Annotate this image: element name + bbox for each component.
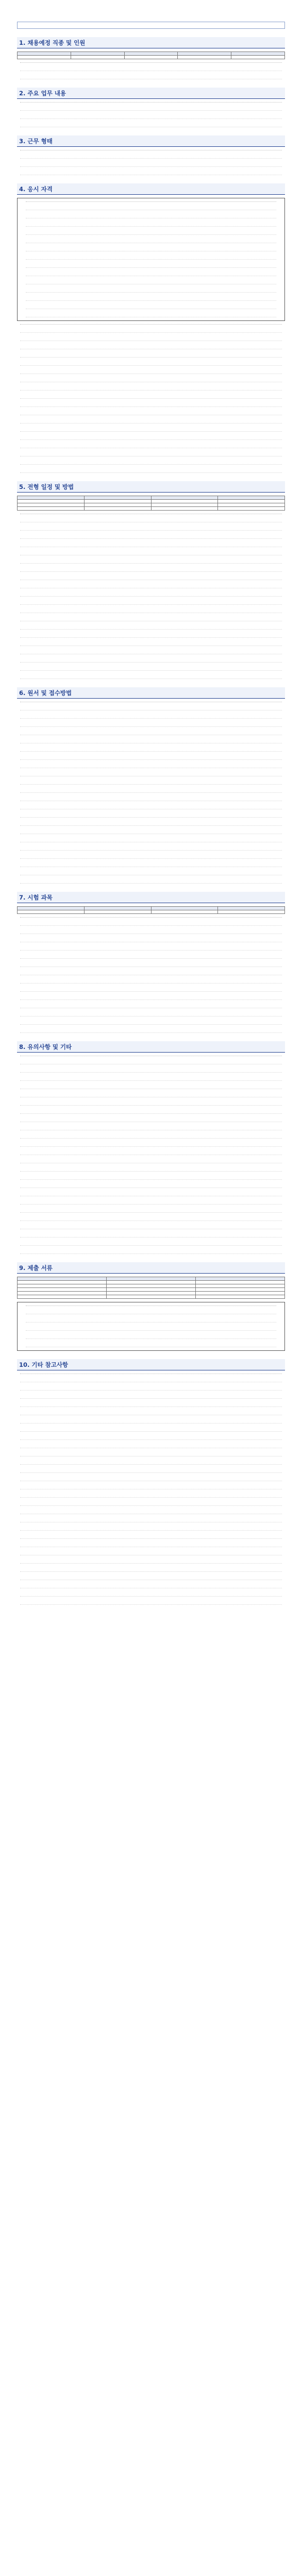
table-cell	[196, 1284, 285, 1288]
document	[17, 15, 285, 1605]
table-header	[71, 52, 124, 56]
table-cell	[151, 500, 218, 503]
section-heading: 2. 주요 업무 내용	[17, 88, 285, 99]
table-cell	[178, 56, 231, 59]
table-cell	[18, 507, 85, 511]
table-cell	[107, 1284, 196, 1288]
table-cell	[18, 1295, 107, 1299]
text-lines	[20, 1374, 282, 1605]
section-heading: 4. 응시 자격	[17, 183, 285, 195]
table-cell	[18, 1284, 107, 1288]
text-lines	[20, 702, 282, 884]
table-header	[218, 907, 285, 910]
table-header	[218, 496, 285, 500]
table-cell	[151, 910, 218, 914]
table-header	[151, 907, 218, 910]
subjects-table	[17, 906, 285, 914]
section-heading: 9. 제출 서류	[17, 1262, 285, 1274]
table-cell	[218, 910, 285, 914]
table-cell	[151, 507, 218, 511]
table-cell	[196, 1292, 285, 1295]
table-cell	[107, 1281, 196, 1284]
text-lines	[20, 102, 282, 127]
section-heading: 1. 채용예정 직종 및 인원	[17, 37, 285, 48]
table-cell	[151, 503, 218, 507]
table-header	[196, 1277, 285, 1281]
table-cell	[18, 1288, 107, 1292]
text-lines	[20, 1056, 282, 1254]
table-cell	[218, 500, 285, 503]
table-cell	[84, 507, 151, 511]
table-header	[151, 496, 218, 500]
table-header	[178, 52, 231, 56]
text-lines	[20, 324, 282, 473]
text-lines	[20, 514, 282, 679]
table-cell	[196, 1281, 285, 1284]
table-header	[18, 1277, 107, 1281]
table-cell	[18, 503, 85, 507]
documents-table	[17, 1277, 285, 1299]
qualification-box	[17, 198, 285, 321]
table-header	[107, 1277, 196, 1281]
text-lines	[20, 917, 282, 1033]
table-header	[18, 496, 85, 500]
text-lines	[20, 62, 282, 79]
lead-paragraph	[17, 22, 285, 29]
section-heading: 5. 전형 일정 및 방법	[17, 481, 285, 493]
table-cell	[107, 1288, 196, 1292]
positions-table	[17, 52, 285, 59]
text-lines	[20, 150, 282, 175]
table-cell	[18, 910, 85, 914]
table-cell	[218, 503, 285, 507]
table-cell	[18, 500, 85, 503]
table-cell	[18, 1281, 107, 1284]
table-cell	[84, 910, 151, 914]
schedule-table	[17, 496, 285, 511]
table-cell	[107, 1295, 196, 1299]
table-cell	[124, 56, 178, 59]
table-cell	[18, 56, 71, 59]
table-cell	[196, 1295, 285, 1299]
section-heading: 3. 근무 형태	[17, 135, 285, 147]
table-cell	[18, 1292, 107, 1295]
table-cell	[218, 507, 285, 511]
documents-note-box	[17, 1302, 285, 1351]
table-cell	[196, 1288, 285, 1292]
table-cell	[107, 1292, 196, 1295]
table-cell	[231, 56, 285, 59]
section-heading: 7. 시험 과목	[17, 892, 285, 903]
table-cell	[71, 56, 124, 59]
table-header	[84, 496, 151, 500]
section-heading: 6. 원서 및 접수방법	[17, 687, 285, 699]
table-header	[231, 52, 285, 56]
table-header	[124, 52, 178, 56]
table-cell	[84, 500, 151, 503]
table-header	[18, 907, 85, 910]
section-heading: 10. 기타 참고사항	[17, 1359, 285, 1370]
table-header	[84, 907, 151, 910]
table-cell	[84, 503, 151, 507]
section-heading: 8. 유의사항 및 기타	[17, 1041, 285, 1053]
table-header	[18, 52, 71, 56]
